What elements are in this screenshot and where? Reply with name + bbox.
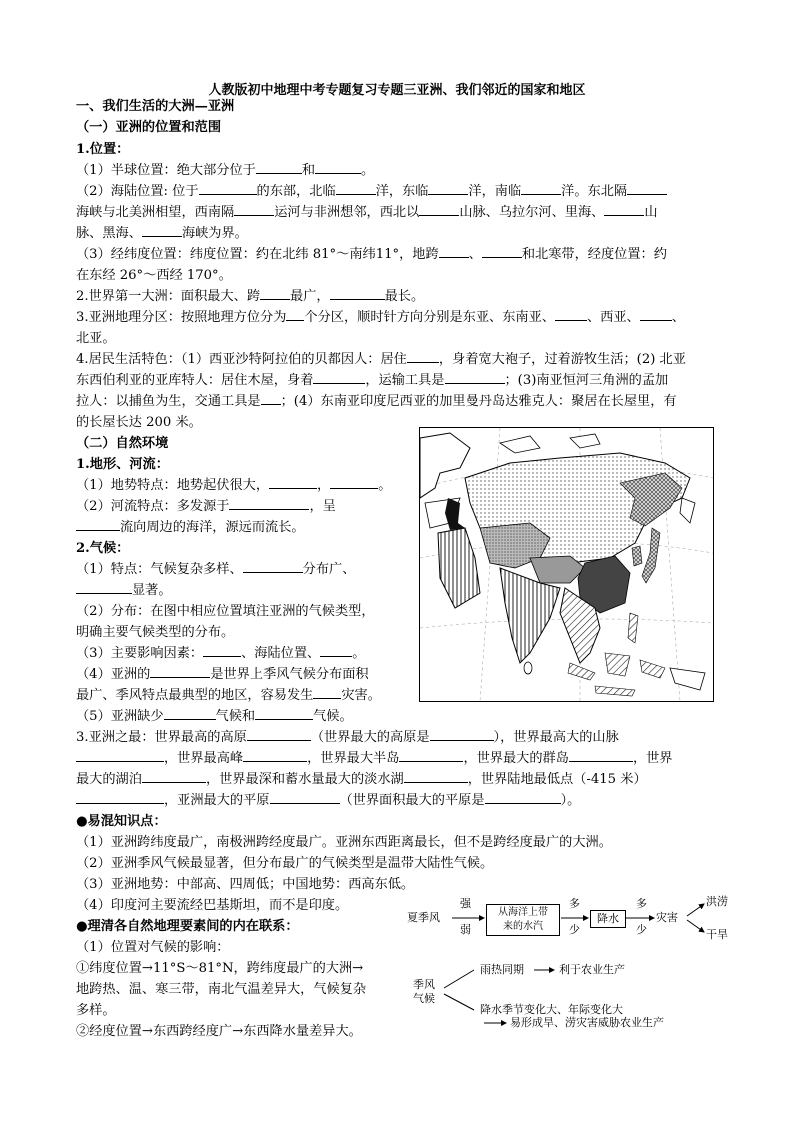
confusing-point-3: （3）亚洲地势：中部高、四周低；中国地势：西高东低。 bbox=[76, 877, 415, 892]
climate-features-line-2: 显著。 bbox=[76, 580, 720, 601]
monsoon-line-2: 最广、季风特点最典型的地区，容易发生 灾害。 bbox=[76, 685, 720, 706]
flow-box-moisture-line2: 来的水汽 bbox=[503, 921, 543, 932]
answer-blank[interactable] bbox=[627, 181, 667, 195]
river-line-2: 流向周边的海洋，源远而流长。 bbox=[76, 517, 720, 538]
answer-blank[interactable] bbox=[76, 790, 164, 804]
flow2-start bbox=[408, 978, 440, 1006]
regions-line-2: 北亚。 bbox=[76, 331, 116, 346]
flow2-start-line1: 季风 bbox=[413, 978, 435, 991]
answer-blank[interactable] bbox=[269, 475, 317, 489]
residents-line-4: 的长屋长达 200 米。 bbox=[76, 415, 202, 430]
answer-blank[interactable] bbox=[445, 370, 505, 384]
climate-distribution-line-2: 明确主要气候类型的分布。 bbox=[76, 625, 235, 640]
flow-weak-label: 弱 bbox=[460, 923, 471, 936]
flow2-start-line2: 气候 bbox=[413, 992, 435, 1005]
answer-blank[interactable] bbox=[320, 643, 352, 657]
answer-blank[interactable] bbox=[76, 748, 164, 762]
answer-blank[interactable] bbox=[482, 244, 522, 258]
answer-blank[interactable] bbox=[76, 580, 132, 594]
asia-map-graphic bbox=[420, 428, 713, 701]
lat-lon-position-line: （3）经纬度位置：纬度位置：约在北纬 81°～南纬11°，地跨 、 和北寒带，经度位置：约 bbox=[76, 244, 720, 265]
monsoon-flow-diagram bbox=[404, 894, 734, 942]
heading-relationships: ●理清各自然地理要素间的内在联系： bbox=[76, 919, 299, 934]
answer-blank[interactable] bbox=[261, 391, 281, 405]
answer-blank[interactable] bbox=[430, 727, 494, 741]
answer-blank[interactable] bbox=[243, 559, 303, 573]
climate-distribution-line: （2）分布：在图中相应位置填注亚洲的气候类型， bbox=[76, 604, 375, 619]
answer-blank[interactable] bbox=[199, 181, 257, 195]
answer-blank[interactable] bbox=[330, 475, 378, 489]
answer-blank[interactable] bbox=[569, 748, 633, 762]
answer-blank[interactable] bbox=[256, 160, 302, 174]
records-line-4: ，亚洲最大的平原 （世界面积最大的平原是 ）。 bbox=[76, 790, 720, 811]
relationship-intro: （1）位置对气候的影响： bbox=[76, 940, 230, 955]
answer-blank[interactable] bbox=[485, 790, 561, 804]
confusing-point-2: （2）亚洲季风气候最显著，但分布最广的气候类型是温带大陆性气候。 bbox=[76, 856, 494, 871]
flow-more-label-2: 多 bbox=[636, 897, 647, 910]
heading-section-1: 一、我们生活的大洲—亚洲 bbox=[76, 99, 235, 114]
flow-strong-label: 强 bbox=[460, 897, 471, 910]
regions-line: 3.亚洲地理分区：按照地理方位分为 个分区，顺时针方向分别是东亚、东南亚、 、西亚、 、 bbox=[76, 307, 720, 328]
answer-blank[interactable] bbox=[164, 706, 216, 720]
answer-blank[interactable] bbox=[142, 223, 182, 237]
relationship-longitude: ②经度位置→东西跨经度广→东西降水量差异大。 bbox=[76, 1024, 362, 1039]
answer-blank[interactable] bbox=[203, 643, 241, 657]
heading-subsection-1: （一）亚洲的位置和范围 bbox=[76, 120, 222, 135]
flow2-branch-variability: 降水季节变化大、年际变化大 bbox=[480, 1003, 623, 1016]
answer-blank[interactable] bbox=[399, 748, 463, 762]
answer-blank[interactable] bbox=[555, 307, 587, 321]
records-line-2: ，世界最高峰 ，世界最大半岛 ，世界最大的群岛 ，世界 bbox=[76, 748, 720, 769]
answer-blank[interactable] bbox=[404, 769, 468, 783]
answer-blank[interactable] bbox=[407, 349, 439, 363]
flow-disaster: 灾害 bbox=[656, 911, 678, 924]
answer-blank[interactable] bbox=[142, 769, 206, 783]
residents-line-2: 东西伯利亚的亚库特人：居住木屋，身着 ，运输工具是 ；(3)南亚恒河三角洲的孟加 bbox=[76, 370, 720, 391]
missing-climate-line: （5）亚洲缺少 气候和 气候。 bbox=[76, 706, 720, 727]
climate-features-line: （1）特点：气候复杂多样、 分布广、 bbox=[76, 559, 720, 580]
answer-blank[interactable] bbox=[260, 286, 290, 300]
answer-blank[interactable] bbox=[604, 202, 644, 216]
relationship-latitude-3: 多样。 bbox=[76, 1003, 116, 1018]
answer-blank[interactable] bbox=[428, 181, 468, 195]
flow-flood: 洪涝 bbox=[706, 895, 728, 908]
answer-blank[interactable] bbox=[336, 181, 376, 195]
monsoon-line: （4）亚洲的 是世界上季风气候分布面积 bbox=[76, 664, 720, 685]
answer-blank[interactable] bbox=[247, 727, 311, 741]
page-title: 人教版初中地理中考专题复习专题三亚洲、我们邻近的国家和地区 bbox=[208, 83, 586, 98]
records-line: 3.亚洲之最：世界最高的高原 （世界最大的高原是 ），世界最高大的山脉 bbox=[76, 727, 720, 748]
heading-terrain: 1.地形、河流： bbox=[76, 457, 169, 472]
confusing-point-1: （1）亚洲跨纬度最广，南极洲跨经度最广。亚洲东西距离最长，但不是跨经度最广的大洲。 bbox=[76, 835, 612, 850]
answer-blank[interactable] bbox=[76, 517, 120, 531]
flow-box-precipitation: 降水 bbox=[590, 910, 626, 928]
answer-blank[interactable] bbox=[313, 370, 365, 384]
flow-summer-monsoon: 夏季风 bbox=[407, 911, 440, 924]
answer-blank[interactable] bbox=[521, 181, 561, 195]
answer-blank[interactable] bbox=[286, 307, 304, 321]
heading-subsection-2: （二）自然环境 bbox=[76, 436, 169, 451]
land-sea-position-line: （2）海陆位置: 位于 的东部，北临 洋，东临 洋，南临 洋。东北隔 bbox=[76, 181, 720, 202]
answer-blank[interactable] bbox=[234, 202, 274, 216]
relationship-latitude-2: 地跨热、温、寒三带，南北气温差异大，气候复杂 bbox=[76, 982, 367, 997]
flow-less-label: 少 bbox=[569, 923, 580, 936]
asia-climate-map bbox=[419, 427, 714, 702]
flow-more-label: 多 bbox=[569, 897, 580, 910]
flow-box-moisture-line1: 从海洋上带 bbox=[498, 907, 548, 918]
land-sea-position-line-2: 海峡与北美洲相望，西南隔 运河与非洲想邻，西北以 山脉、乌拉尔河、里海、 山 bbox=[76, 202, 720, 223]
answer-blank[interactable] bbox=[419, 202, 459, 216]
lat-lon-position-line-2: 在东经 26°～西经 170°。 bbox=[76, 268, 232, 283]
flow2-result-agriculture: 利于农业生产 bbox=[559, 963, 625, 976]
answer-blank[interactable] bbox=[255, 706, 313, 720]
monsoon-climate-diagram bbox=[404, 958, 734, 1038]
flow2-result-disaster: 易形成旱、涝灾害威胁农业生产 bbox=[510, 1016, 664, 1029]
records-line-3: 最大的湖泊 ，世界最深和蓄水量最大的淡水湖 ，世界陆地最低点（-415 米） bbox=[76, 769, 720, 790]
heading-confusing-points: ●易混知识点： bbox=[76, 814, 167, 829]
residents-line: 4.居民生活特色：（1）西亚沙特阿拉伯的贝都因人：居住 ，身着宽大袍子，过着游牧生活；(2) 北亚 bbox=[76, 349, 720, 370]
flow-box-moisture bbox=[486, 904, 560, 936]
flow-drought: 干旱 bbox=[706, 928, 728, 941]
heading-position: 1.位置： bbox=[76, 142, 130, 157]
terrain-line: （1）地势特点：地势起伏很大， ， 。 bbox=[76, 475, 720, 496]
answer-blank[interactable] bbox=[439, 244, 469, 258]
answer-blank[interactable] bbox=[315, 160, 361, 174]
land-sea-position-line-3: 脉、黑海、 海峡为界。 bbox=[76, 223, 720, 244]
residents-line-3: 拉人：以捕鱼为生，交通工具是 ；(4）东南亚印度尼西亚的加里曼丹岛达雅克人：聚居在长屋里，有 bbox=[76, 391, 720, 412]
answer-blank[interactable] bbox=[330, 286, 385, 300]
answer-blank[interactable] bbox=[270, 790, 340, 804]
heading-climate: 2.气候： bbox=[76, 541, 130, 556]
hemisphere-position-line: （1）半球位置：绝大部分位于 和 。 bbox=[76, 160, 720, 181]
climate-factors-line: （3）主要影响因素： 、海陆位置、 。 bbox=[76, 643, 720, 664]
answer-blank[interactable] bbox=[243, 748, 307, 762]
flow-less-label-2: 少 bbox=[636, 923, 647, 936]
answer-blank[interactable] bbox=[640, 307, 672, 321]
confusing-point-4: （4）印度河主要流经巴基斯坦，而不是印度。 bbox=[76, 898, 349, 913]
answer-blank[interactable] bbox=[229, 496, 309, 510]
answer-blank[interactable] bbox=[150, 664, 210, 678]
largest-continent-line: 2.世界第一大洲：面积最大、跨 最广， 最长。 bbox=[76, 286, 720, 307]
flow2-branch-rain-heat: 雨热同期 bbox=[480, 963, 524, 976]
relationship-latitude: ①纬度位置→11°S～81°N，跨纬度最广的大洲→ bbox=[76, 961, 364, 976]
answer-blank[interactable] bbox=[313, 685, 341, 699]
river-line: （2）河流特点：多发源于 ，呈 bbox=[76, 496, 720, 517]
